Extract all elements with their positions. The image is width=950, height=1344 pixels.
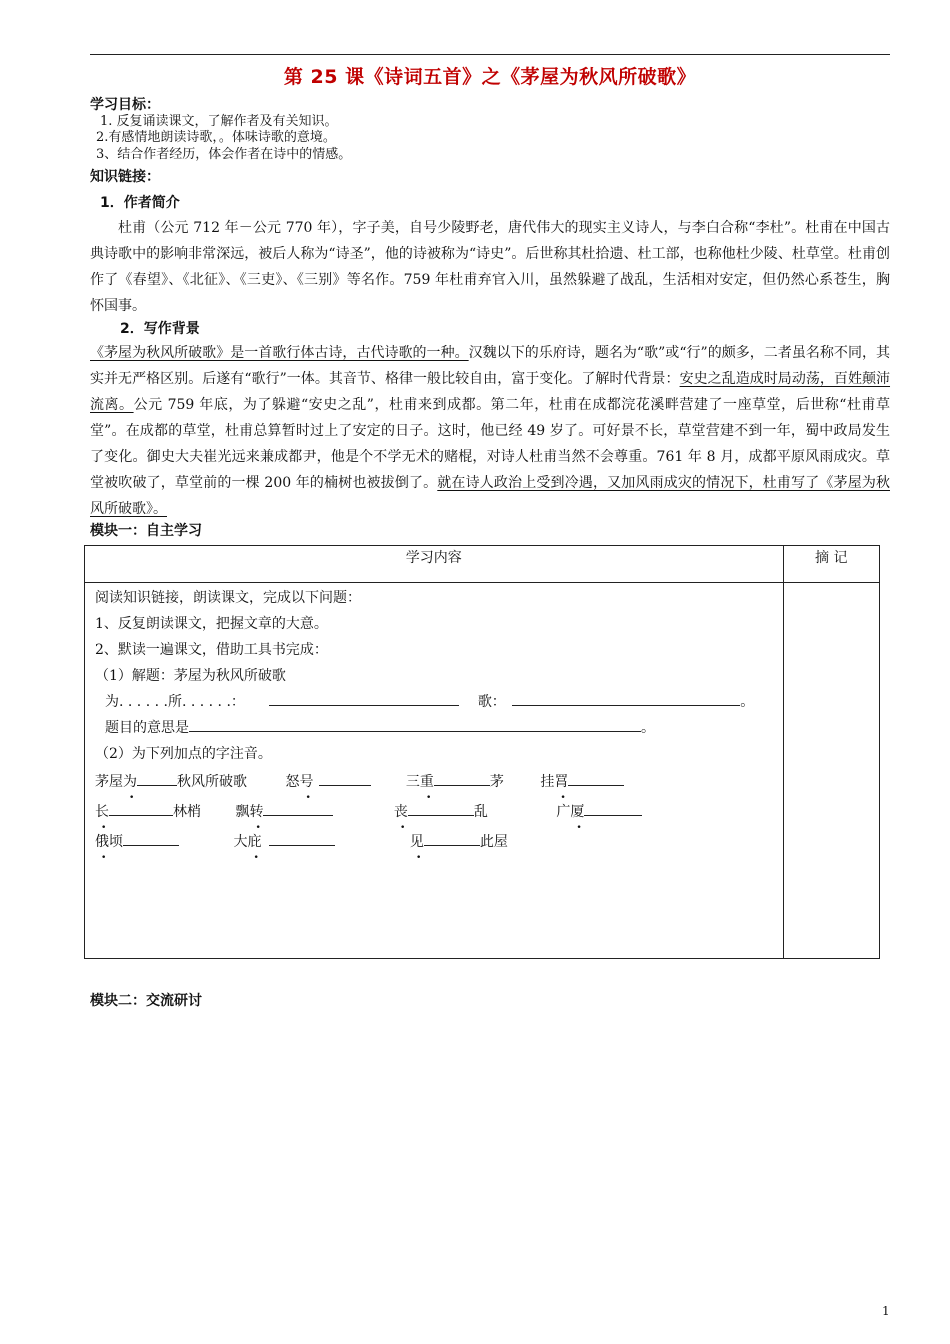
pinyin-row bbox=[95, 831, 508, 851]
goal-item: 1. 反复诵读课文，了解作者及有关知识。 bbox=[100, 114, 338, 129]
col-header-notes: 摘 记 bbox=[783, 546, 879, 583]
goals-heading: 学习目标： bbox=[90, 97, 160, 113]
pinyin-row bbox=[95, 801, 642, 821]
word: 乱 bbox=[473, 804, 488, 820]
pinyin-blank[interactable] bbox=[568, 771, 624, 786]
label: 。 bbox=[740, 694, 755, 710]
dotted-char: 庇 bbox=[247, 834, 262, 850]
label: 歌： bbox=[477, 694, 506, 710]
dotted-char: 号 bbox=[299, 774, 314, 790]
instruction-line: （1）解题：茅屋为秋风所破歌 bbox=[95, 668, 286, 684]
label: 为. . . . . .所. . . . . .： bbox=[105, 694, 245, 710]
pinyin-blank[interactable] bbox=[424, 831, 480, 846]
page-title: 第 25 课《诗词五首》之《茅屋为秋风所破歌》 bbox=[283, 66, 697, 88]
study-table bbox=[84, 545, 880, 959]
pinyin-blank[interactable] bbox=[109, 801, 173, 816]
goal-item: 2.有感情地朗读诗歌，。体味诗歌的意境。 bbox=[96, 130, 336, 145]
word: 茅 bbox=[489, 774, 504, 790]
pinyin-blank[interactable] bbox=[137, 771, 177, 786]
pinyin-blank[interactable] bbox=[434, 771, 490, 786]
pinyin-blank[interactable] bbox=[319, 771, 371, 786]
background-text: 汉魏以下的乐府诗，题名为“歌”或“行”的颇多，二者虽名称不同，其实并无严格区别。后遂有“歌行”一体。其音节、格律一般比较自由，富于变化。了解时代背景： bbox=[90, 345, 890, 387]
module1-heading: 模块一：自主学习 bbox=[90, 523, 202, 539]
knowledge-heading: 知识链接： bbox=[90, 169, 160, 185]
answer-blank[interactable] bbox=[269, 691, 459, 706]
goal-item: 3、结合作者经历，体会作者在诗中的情感。 bbox=[96, 147, 352, 162]
word: 大 bbox=[233, 834, 248, 850]
dotted-char: 俄 bbox=[95, 834, 109, 850]
pinyin-blank[interactable] bbox=[408, 801, 474, 816]
pinyin-blank[interactable] bbox=[269, 831, 335, 846]
word: 顷 bbox=[109, 834, 123, 850]
word: 林梢 bbox=[173, 804, 201, 820]
answer-blank[interactable] bbox=[512, 691, 740, 706]
underlined-phrase: 安史之乱造成时局动荡，百姓颠沛流离。 bbox=[90, 371, 891, 413]
answer-blank[interactable] bbox=[189, 717, 641, 732]
instruction-line: 2、默读一遍课文，借助工具书完成： bbox=[95, 642, 328, 658]
blank-line-row bbox=[105, 691, 754, 711]
page-number: 1 bbox=[882, 1304, 890, 1318]
author-heading: 1．作者简介 bbox=[100, 195, 180, 211]
pinyin-blank[interactable] bbox=[584, 801, 642, 816]
word: 广 bbox=[556, 804, 571, 820]
header-rule bbox=[90, 54, 890, 55]
label: 。 bbox=[641, 720, 655, 736]
content-cell bbox=[85, 583, 784, 959]
blank-line-row bbox=[105, 717, 655, 737]
underlined-phrase: 《茅屋为秋风所破歌》是一首歌行体古诗，古代诗歌的一种。 bbox=[90, 345, 469, 361]
background-paragraph bbox=[90, 340, 890, 522]
word: 茅屋 bbox=[95, 774, 123, 790]
background-text: 公元 759 年底，为了躲避“安史之乱”，杜甫来到成都。第二年，杜甫在成都浣花溪畔营建了一座草堂，后世称“杜甫草堂”。在成都的草堂，杜甫总算暂时过上了安定的日子。这时，他已经 49 岁了。可好景不长，草堂营建不到一年，蜀中政局发生了变化。御史大夫崔光远来兼成都尹，他是个不学无术的赌棍，对诗人杜甫当然不会尊重。761 年 8 月，成都平原风雨成灾。草堂被吹破了，草堂前的一棵 200 年的楠树也被拔倒了。 bbox=[90, 397, 890, 491]
word: 此屋 bbox=[479, 834, 508, 850]
word: 挂 bbox=[540, 774, 555, 790]
dotted-char: 厦 bbox=[570, 804, 585, 820]
pinyin-row bbox=[95, 771, 624, 791]
dotted-char: 重 bbox=[419, 774, 434, 790]
dotted-char: 长 bbox=[95, 804, 109, 820]
dotted-char: 丧 bbox=[393, 804, 408, 820]
module2-heading: 模块二：交流研讨 bbox=[90, 993, 202, 1009]
dotted-char: 为 bbox=[123, 774, 137, 790]
label: 题目的意思是 bbox=[105, 720, 189, 736]
word: 三 bbox=[405, 774, 420, 790]
notes-cell[interactable] bbox=[783, 583, 879, 959]
instruction-line: 1、反复朗读课文，把握文章的大意。 bbox=[95, 616, 328, 632]
pinyin-blank[interactable] bbox=[123, 831, 179, 846]
word: 飘 bbox=[235, 804, 250, 820]
instruction-line: （2）为下列加点的字注音。 bbox=[95, 746, 272, 762]
dotted-char: 见 bbox=[409, 834, 424, 850]
dotted-char: 罥 bbox=[554, 774, 569, 790]
author-paragraph: 杜甫（公元 712 年－公元 770 年），字子美，自号少陵野老，唐代伟大的现实主义诗人，与李白合称“李杜”。杜甫在中国古典诗歌中的影响非常深远，被后人称为“诗圣”，他的诗被称为“诗史”。后世称其杜拾遗、杜工部，也称他杜少陵、杜草堂。杜甫创作了《春望》、《北征》、《三吏》、《三别》等名作。759 年杜甫弃官入川，虽然躲避了战乱，生活相对安定，但仍然心系苍生，胸怀国事。 bbox=[90, 220, 890, 314]
word: 怒 bbox=[285, 774, 300, 790]
pinyin-blank[interactable] bbox=[263, 801, 333, 816]
instruction-line: 阅读知识链接，朗读课文，完成以下问题： bbox=[95, 590, 361, 606]
underlined-phrase: 就在诗人政治上受到冷遇，又加风雨成灾的情况下，杜甫写了《茅屋为秋风所破歌》。 bbox=[90, 475, 890, 517]
col-header-content: 学习内容 bbox=[85, 546, 784, 583]
dotted-char: 转 bbox=[249, 804, 264, 820]
word: 秋风所破歌 bbox=[177, 774, 247, 790]
background-heading: 2．写作背景 bbox=[120, 321, 200, 337]
